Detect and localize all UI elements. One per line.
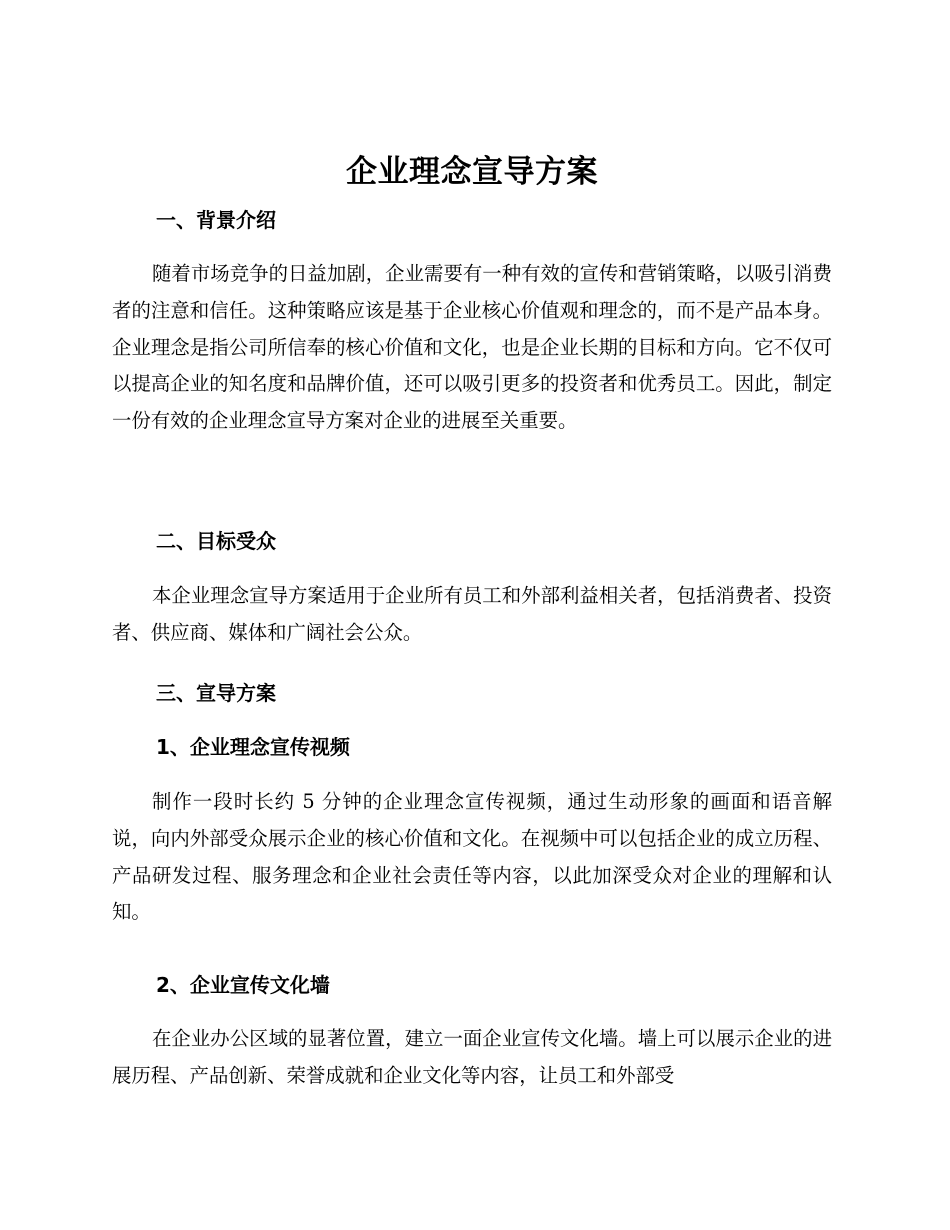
subsection-heading-video: 1、企业理念宣传视频 — [156, 735, 350, 759]
section-paragraph-audience: 本企业理念宣导方案适用于企业所有员工和外部利益相关者，包括消费者、投资者、供应商、媒体和广阔社会公众。 — [112, 584, 832, 644]
section-heading-plan: 三、宣导方案 — [156, 681, 276, 705]
subsection-heading-culture-wall: 2、企业宣传文化墙 — [156, 973, 330, 997]
document-title: 企业理念宣导方案 — [346, 154, 598, 190]
document-page — [112, 0, 832, 1230]
section-heading-audience: 二、目标受众 — [156, 529, 276, 553]
section-paragraph-background: 随着市场竞争的日益加剧，企业需要有一种有效的宣传和营销策略，以吸引消费者的注意和信任。这种策略应该是基于企业核心价值观和理念的，而不是产品本身。企业理念是指公司所信奉的核心价值和文化，也是企业长期的目标和方向。它不仅可以提高企业的知名度和品牌价值，还可以吸引更多的投资者和优秀员工。因此，制定一份有效的企业理念宣导方案对企业的进展至关重要。 — [112, 262, 832, 433]
section-heading-background: 一、背景介绍 — [156, 208, 276, 232]
subsection-paragraph-culture-wall: 在企业办公区域的显著位置，建立一面企业宣传文化墙。墙上可以展示企业的进展历程、产品创新、荣誉成就和企业文化等内容，让员工和外部受 — [112, 1027, 832, 1087]
subsection-paragraph-video: 制作一段时长约 5 分钟的企业理念宣传视频，通过生动形象的画面和语音解说，向内外部受众展示企业的核心价值和文化。在视频中可以包括企业的成立历程、产品研发过程、服务理念和企业社会责任等内容，以此加深受众对企业的理解和认知。 — [112, 790, 832, 924]
